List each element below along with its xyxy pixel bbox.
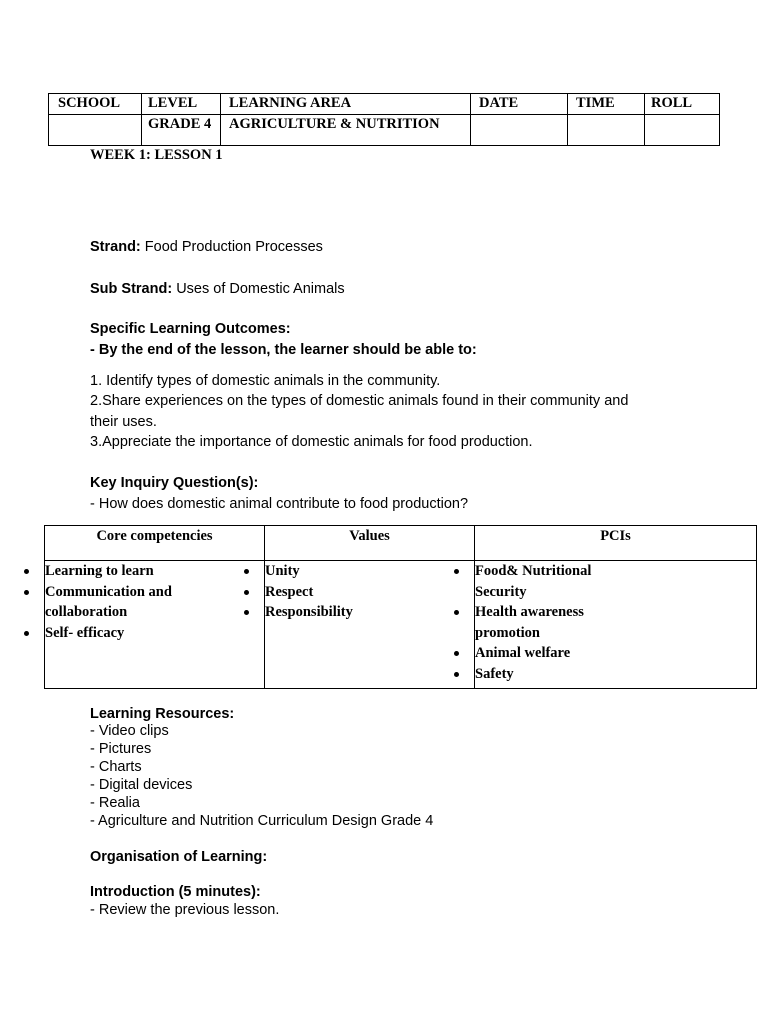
header-cell-date: DATE bbox=[471, 94, 568, 115]
header-cell-time: TIME bbox=[568, 94, 645, 115]
value-row bbox=[49, 115, 720, 146]
header-cell-level: LEVEL bbox=[142, 94, 221, 115]
lesson-header-table bbox=[48, 93, 720, 146]
pci-text: Health awareness promotion bbox=[475, 604, 584, 641]
pcis-list bbox=[475, 561, 625, 684]
bullet-icon bbox=[244, 590, 249, 595]
header-cell-school: SCHOOL bbox=[49, 94, 142, 115]
core-competency-text: Self- efficacy bbox=[45, 624, 125, 641]
introduction-title: Introduction (5 minutes): bbox=[90, 884, 261, 900]
resources-title: Learning Resources: bbox=[90, 706, 235, 722]
bullet-icon bbox=[454, 610, 459, 615]
sub-strand-line bbox=[90, 280, 345, 298]
pcis-header: PCIs bbox=[475, 526, 757, 561]
competency-table bbox=[44, 525, 757, 689]
header-cell-roll: ROLL bbox=[645, 94, 720, 115]
values-cell bbox=[265, 561, 475, 689]
organisation-title: Organisation of Learning: bbox=[90, 849, 268, 865]
list-item bbox=[475, 602, 625, 643]
outcome-line-4: 3.Appreciate the importance of domestic animals for food production. bbox=[90, 434, 533, 450]
list-item bbox=[45, 623, 264, 644]
value-text: Responsibility bbox=[265, 604, 353, 620]
core-competency-text: Communication and collaboration bbox=[45, 583, 172, 620]
value-cell-school bbox=[49, 115, 142, 146]
bullet-icon bbox=[24, 569, 29, 574]
value-text: Unity bbox=[265, 563, 300, 579]
competency-header-row bbox=[45, 526, 757, 561]
core-competencies-cell bbox=[45, 561, 265, 689]
bullet-icon bbox=[454, 651, 459, 656]
values-list bbox=[265, 561, 474, 623]
bullet-icon bbox=[454, 672, 459, 677]
core-competencies-header: Core competencies bbox=[45, 526, 265, 561]
resource-item: - Agriculture and Nutrition Curriculum Design Grade 4 bbox=[90, 813, 434, 829]
value-text: Respect bbox=[265, 583, 314, 600]
list-item bbox=[265, 602, 474, 623]
introduction-item: - Review the previous lesson. bbox=[90, 902, 280, 918]
pci-text: Animal welfare bbox=[475, 645, 571, 661]
bullet-icon bbox=[244, 569, 249, 574]
pcis-cell bbox=[475, 561, 757, 689]
values-header: Values bbox=[265, 526, 475, 561]
list-item bbox=[475, 561, 625, 602]
value-cell-roll bbox=[645, 115, 720, 146]
pci-text: Safety bbox=[475, 665, 514, 682]
list-item bbox=[265, 582, 474, 603]
list-item bbox=[265, 561, 474, 582]
inquiry-title: Key Inquiry Question(s): bbox=[90, 475, 259, 491]
outcome-line-1: 1. Identify types of domestic animals in the community. bbox=[90, 373, 441, 389]
list-item bbox=[475, 643, 625, 664]
resource-item: - Realia bbox=[90, 795, 140, 811]
competency-body-row bbox=[45, 561, 757, 689]
bullet-icon bbox=[24, 631, 29, 636]
outcome-line-2: 2.Share experiences on the types of domestic animals found in their community and bbox=[90, 393, 629, 409]
strand-value: Food Production Processes bbox=[140, 239, 323, 255]
list-item bbox=[45, 561, 264, 582]
core-competencies-list bbox=[45, 561, 264, 643]
header-row bbox=[49, 94, 720, 115]
strand-line bbox=[90, 238, 323, 256]
bullet-icon bbox=[454, 569, 459, 574]
value-cell-level: GRADE 4 bbox=[142, 115, 221, 146]
outcomes-intro: - By the end of the lesson, the learner should be able to: bbox=[90, 342, 477, 358]
resource-item: - Pictures bbox=[90, 741, 152, 757]
outcomes-title: Specific Learning Outcomes: bbox=[90, 321, 291, 337]
list-item bbox=[45, 582, 185, 623]
list-item bbox=[475, 664, 625, 685]
inquiry-question: - How does domestic animal contribute to food production? bbox=[90, 496, 469, 512]
resource-item: - Charts bbox=[90, 759, 142, 775]
sub-strand-label: Sub Strand: bbox=[90, 281, 173, 297]
bullet-icon bbox=[244, 610, 249, 615]
value-cell-date bbox=[471, 115, 568, 146]
pci-text: Food& Nutritional Security bbox=[475, 563, 592, 600]
resource-item: - Video clips bbox=[90, 723, 169, 739]
value-cell-learning-area: AGRICULTURE & NUTRITION bbox=[221, 115, 471, 146]
sub-strand-value: Uses of Domestic Animals bbox=[172, 281, 345, 297]
strand-label: Strand: bbox=[90, 239, 141, 255]
value-cell-time bbox=[568, 115, 645, 146]
outcome-line-3: their uses. bbox=[90, 414, 157, 430]
resource-item: - Digital devices bbox=[90, 777, 193, 793]
core-competency-text: Learning to learn bbox=[45, 563, 154, 579]
header-cell-learning-area: LEARNING AREA bbox=[221, 94, 471, 115]
bullet-icon bbox=[24, 590, 29, 595]
week-label: WEEK 1: LESSON 1 bbox=[90, 147, 223, 163]
